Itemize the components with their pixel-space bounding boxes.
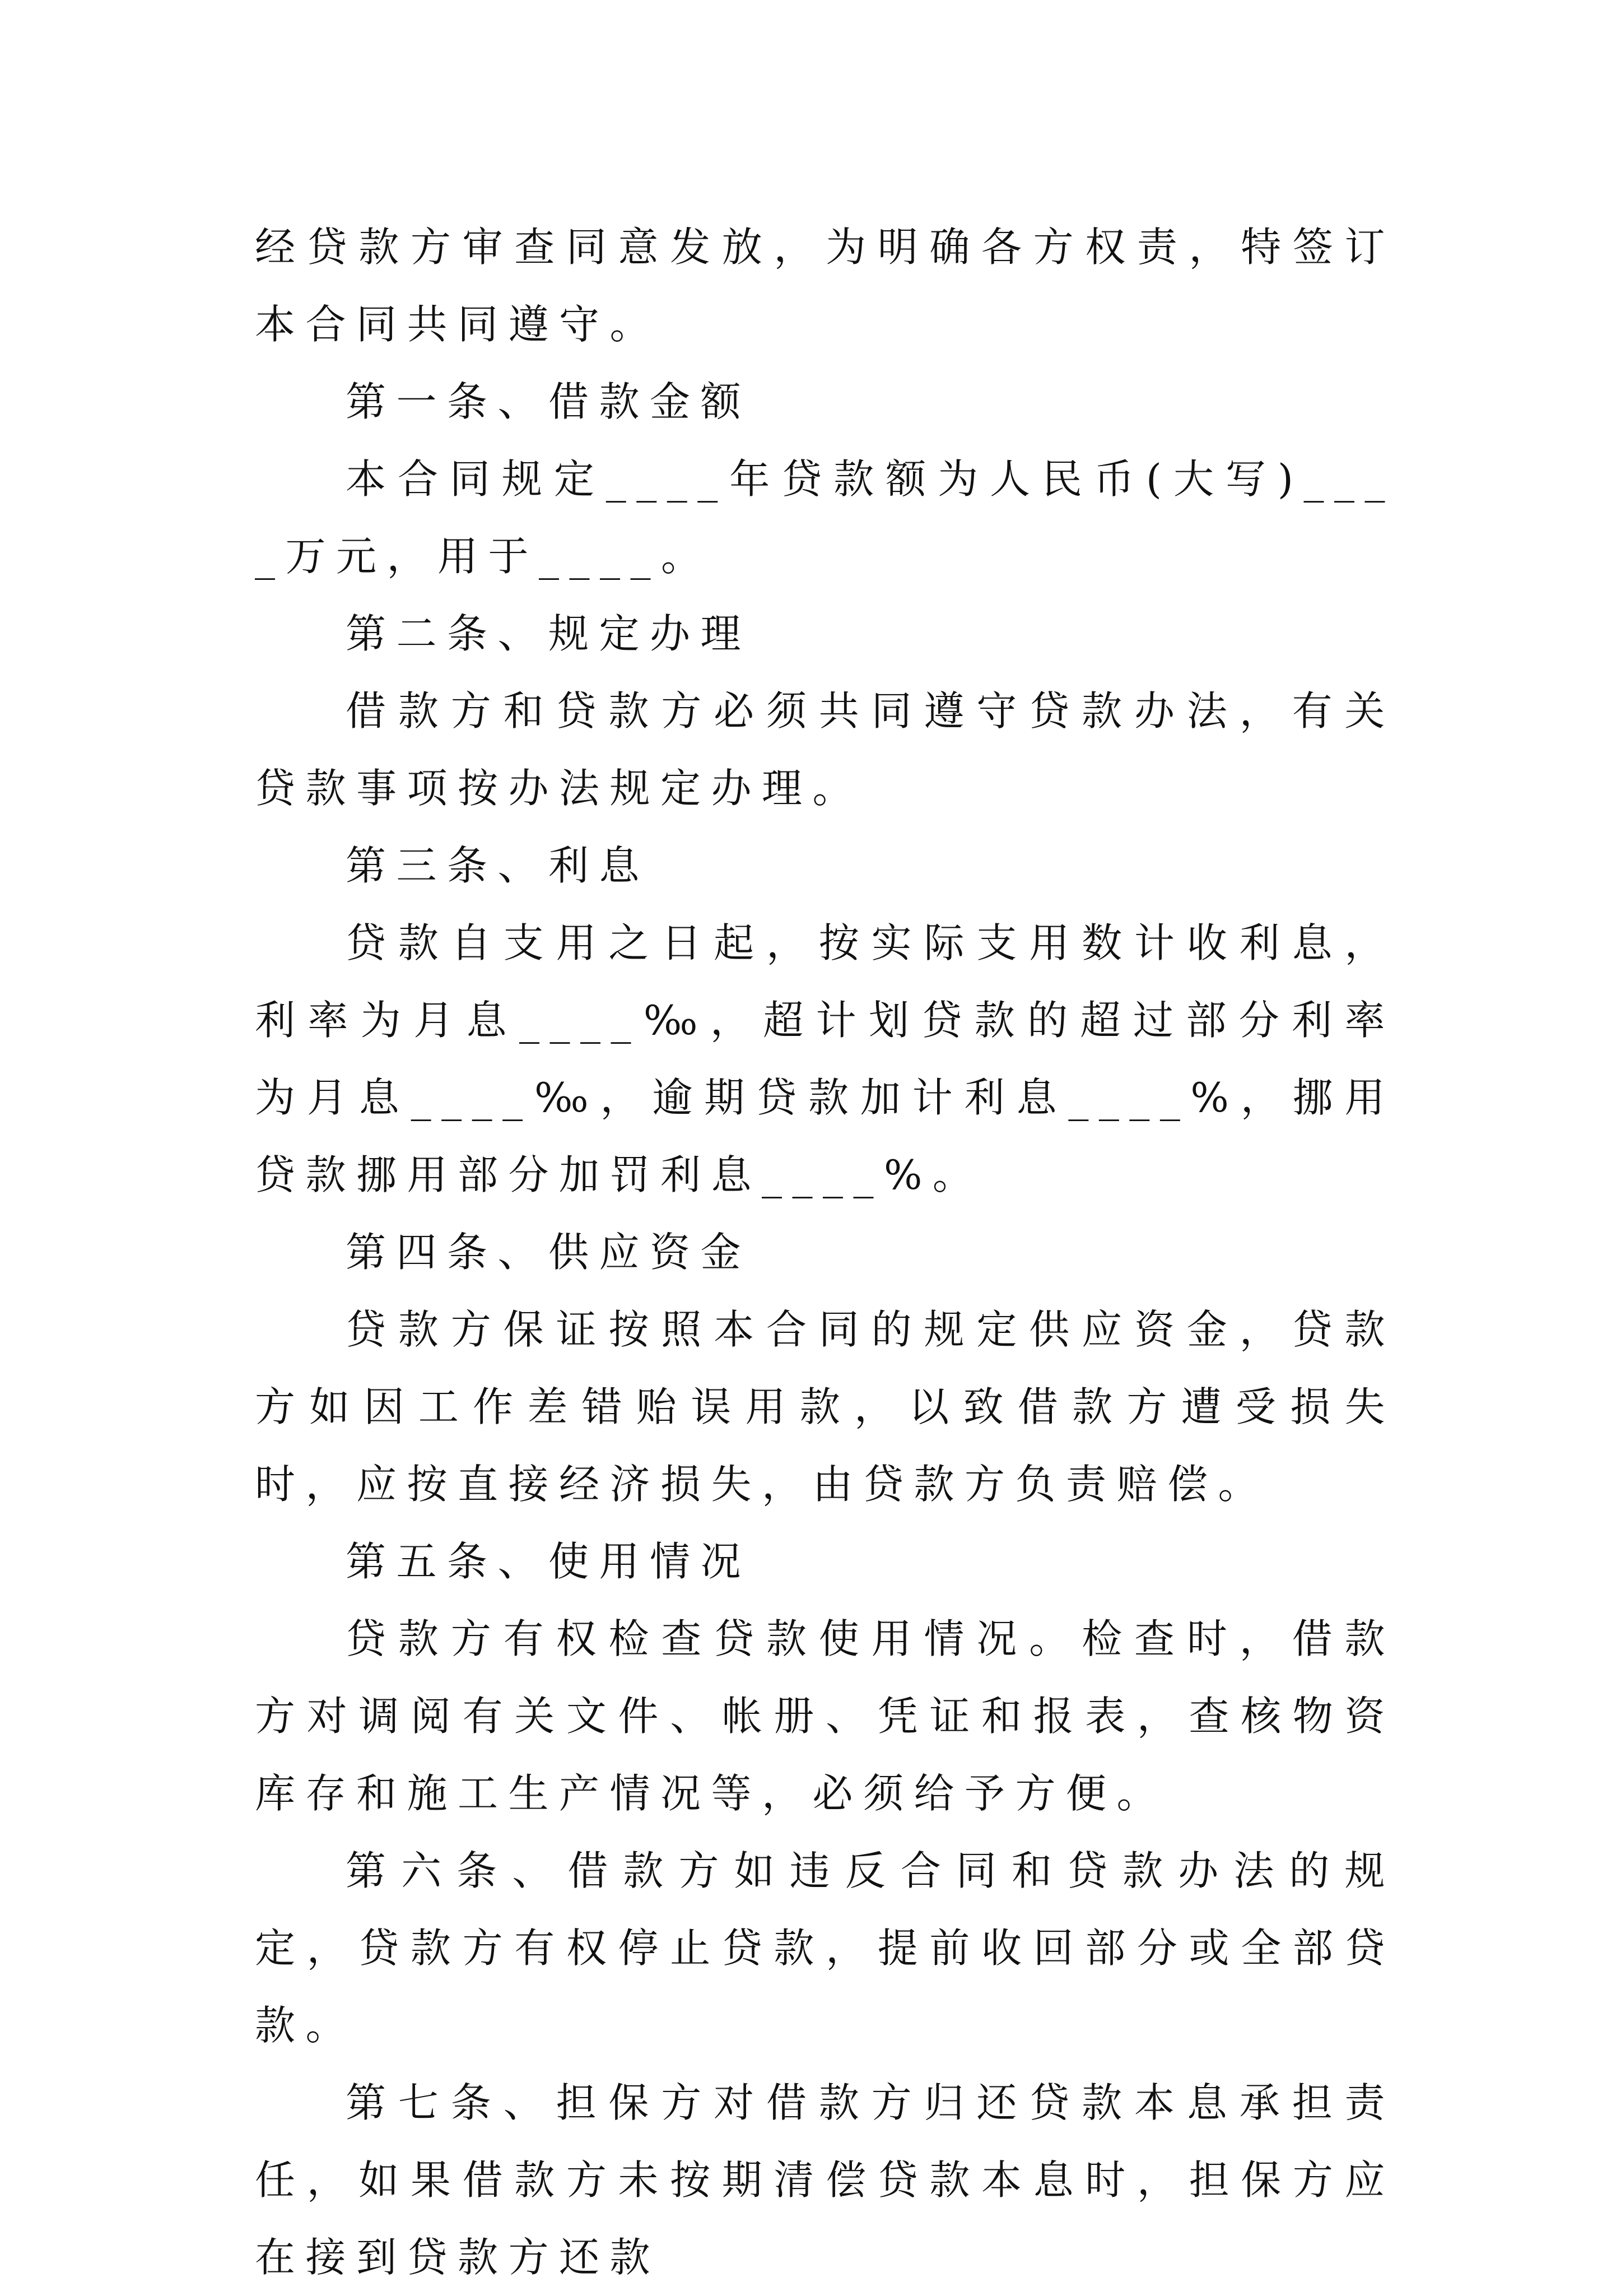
body-paragraph: 借款方和贷款方必须共同遵守贷款办法，有关贷款事项按办法规定办理。	[255, 687, 1395, 812]
body-paragraph: 贷款自支用之日起，按实际支用数计收利息，利率为月息____‰，超计划贷款的超过部分利率为月息____‰，逾期贷款加计利息____%，挪用贷款挪用部分加罚利息____%。	[255, 919, 1395, 1198]
body-paragraph: 经贷款方审查同意发放，为明确各方权责，特签订本合同共同遵守。	[255, 224, 1395, 348]
body-paragraph: 第七条、担保方对借款方归还贷款本息承担责任，如果借款方未按期清偿贷款本息时，担保方应在接到贷款方还款	[255, 2079, 1395, 2281]
body-paragraph: 本合同规定____年贷款额为人民币(大写)____万元，用于____。	[255, 456, 1395, 580]
body-paragraph: 贷款方保证按照本合同的规定供应资金，贷款方如因工作差错贻误用款，以致借款方遭受损失时，应按直接经济损失，由贷款方负责赔偿。	[255, 1306, 1395, 1508]
article-heading: 第五条、使用情况	[346, 1538, 752, 1585]
document-page	[255, 208, 1395, 2296]
article-heading: 第三条、利息	[346, 842, 650, 889]
body-paragraph: 贷款方有权检查贷款使用情况。检查时，借款方对调阅有关文件、帐册、凭证和报表，查核物资库存和施工生产情况等，必须给予方便。	[255, 1615, 1395, 1817]
body-paragraph: 第六条、借款方如违反合同和贷款办法的规定，贷款方有权停止贷款，提前收回部分或全部贷款。	[255, 1847, 1395, 2049]
article-heading: 第二条、规定办理	[346, 610, 752, 657]
article-heading: 第四条、供应资金	[346, 1229, 752, 1276]
article-heading: 第一条、借款金额	[346, 378, 752, 425]
